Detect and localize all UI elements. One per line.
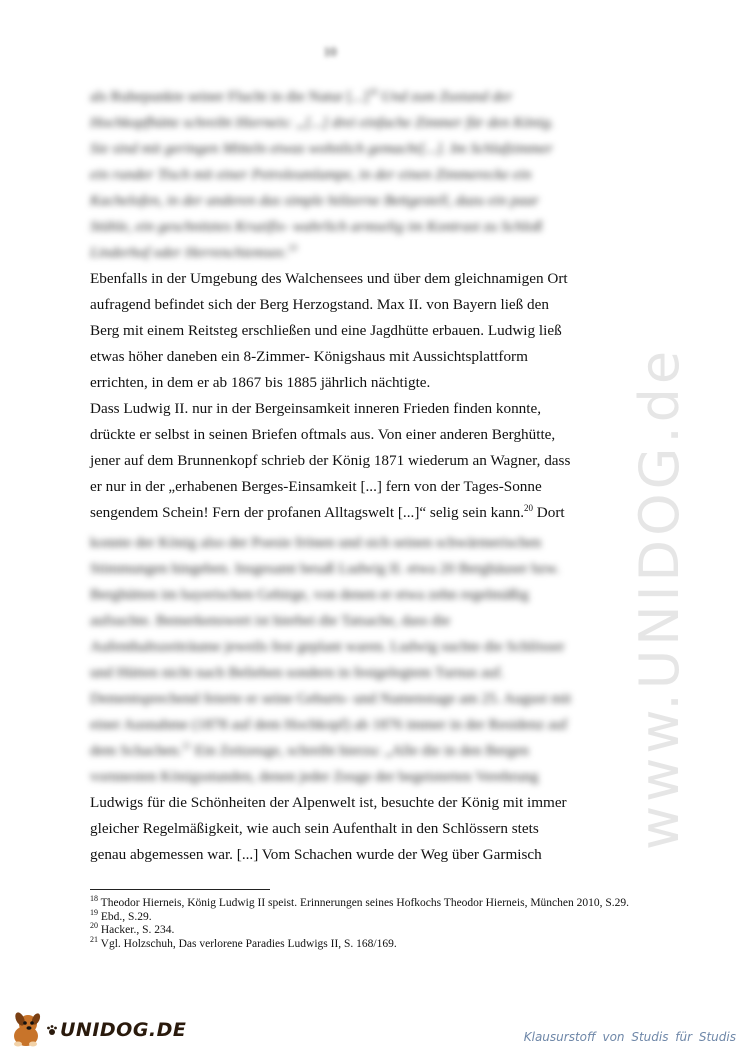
text-line: er nur in der „erhabenen Berges-Einsamkeit [...] fern von der Tages-Sonne: [90, 478, 542, 495]
text-line: ein runder Tisch mit einer Petroleumlampe, in der einen Zimmerecke ein: [90, 166, 532, 183]
body-paragraph-clear: [90, 266, 650, 526]
text-line: einer Ausnahme (1878 auf dem Hochkopf) ab 1876 immer in der Residenz auf: [90, 716, 568, 733]
text-line: gleicher Regelmäßigkeit, wie auch sein Aufenthalt in den Schlössern stets: [90, 820, 539, 837]
text-line: aufragend befindet sich der Berg Herzogstand. Max II. von Bayern ließ den: [90, 296, 549, 313]
text-line: Stühle, ein geschnitztes Kruzifix- wahrlich armselig im Kontrast zu Schloß: [90, 218, 543, 235]
text-line: und Hütten nicht nach Belieben sondern in festgelegtem Turnus auf.: [90, 664, 505, 681]
text-line: Ludwigs für die Schönheiten der Alpenwelt ist, besuchte der König mit immer: [90, 794, 567, 811]
text-line: Stimmungen hingeben. Insgesamt besaß Ludwig II. etwa 20 Berghäuser bzw.: [90, 560, 560, 577]
paw-icon: [46, 1024, 58, 1036]
blurred-paragraph-middle: [90, 530, 650, 790]
text-line: Linderhof oder Herrenchiemsee.$^{19}$: [90, 242, 297, 261]
text-line: konnte der König also der Poesie frönen und sich seinen schwärmerischen: [90, 534, 542, 551]
footnote: $^{21}$ Vgl. Holzschuh, Das verlorene Paradies Ludwigs II, S. 168/169.: [90, 934, 397, 950]
text-line: Sie sind mit geringen Mitteln etwas wohnlich gemacht[...]. Im Schlafzimmer: [90, 140, 553, 157]
text-line: drückte er selbst in seinen Briefen oftmals aus. Von einer anderen Berghütte,: [90, 426, 556, 443]
text-line: Berghütten im bayerischen Gebirge, von denen er etwa zehn regelmäßig: [90, 586, 529, 603]
text-line: Kachelofen, in der anderen das simple hölzerne Bettgestell, dazu ein paar: [90, 192, 540, 209]
text-line: vornnesten Königsstunden, denen jeder Zeuge der begeisterten Verehrung: [90, 768, 539, 785]
text-line: Dass Ludwig II. nur in der Bergeinsamkeit inneren Frieden finden konnte,: [90, 400, 542, 417]
text-line: errichten, in dem er ab 1867 bis 1885 jährlich nächtigte.: [90, 374, 431, 391]
page-number: 10: [323, 44, 337, 59]
footnote-divider: [90, 889, 270, 890]
footer-tagline: Klausurstoff von Studis für Studis: [523, 1030, 736, 1044]
text-line: dem Schachen.$^{21}$ Ein Zeitzeuge, schreibt hierzu: „Alle die in den Bergen: [90, 740, 529, 759]
unidog-logo[interactable]: [6, 1010, 186, 1050]
footnote: $^{20}$ Hacker., S. 234.: [90, 921, 175, 937]
dog-icon: [6, 1010, 46, 1050]
text-line: genau abgemessen war. [...] Vom Schachen wurde der Weg über Garmisch: [90, 846, 542, 863]
text-line: Berg mit einem Reitsteg erschließen und eine Jagdhütte erbauen. Ludwig ließ: [90, 322, 562, 339]
footnotes: [90, 894, 650, 951]
text-line: sengendem Schein! Fern der profanen Alltagswelt [...]“ selig sein kann.$^{20}$ Dort: [90, 502, 565, 521]
text-line: Dementsprechend feierte er seine Geburts- und Namenstage am 25. August mit: [90, 690, 572, 707]
text-line: etwas höher daneben ein 8-Zimmer- Königshaus mit Aussichtsplattform: [90, 348, 528, 365]
footnote: $^{18}$ Theodor Hierneis, König Ludwig II speist. Erinnerungen seines Hofkochs Theodor Hierneis, München 2010, S.29.: [90, 894, 630, 909]
text-line: Hochkopfhütte schreibt Hierneis: „[...] drei einfache Zimmer für den König.: [90, 114, 555, 131]
text-line: Ebenfalls in der Umgebung des Walchensees und über dem gleichnamigen Ort: [90, 270, 568, 287]
text-line: aufsuchte. Bemerkenswert ist hierbei die Tatsache, dass die: [90, 612, 451, 629]
text-line: jener auf dem Brunnenkopf schrieb der König 1871 wiederum an Wagner, dass: [90, 452, 571, 469]
footnote: $^{19}$ Ebd., S.29.: [90, 907, 152, 923]
watermark: www.UNIDOG.de: [628, 346, 691, 850]
text-line: Aufenthaltszeiträume jeweils fest geplant waren. Ludwig suchte die Schlösser: [90, 638, 565, 655]
text-line: als Ruhepunkte seiner Flucht in die Natur [...]$^{18}$ Und zum Zustand der: [90, 86, 513, 105]
logo-text: UNIDOG.DE: [60, 1019, 187, 1041]
blurred-quote-top: [90, 84, 650, 266]
body-paragraph-clear-bottom: [90, 790, 650, 868]
